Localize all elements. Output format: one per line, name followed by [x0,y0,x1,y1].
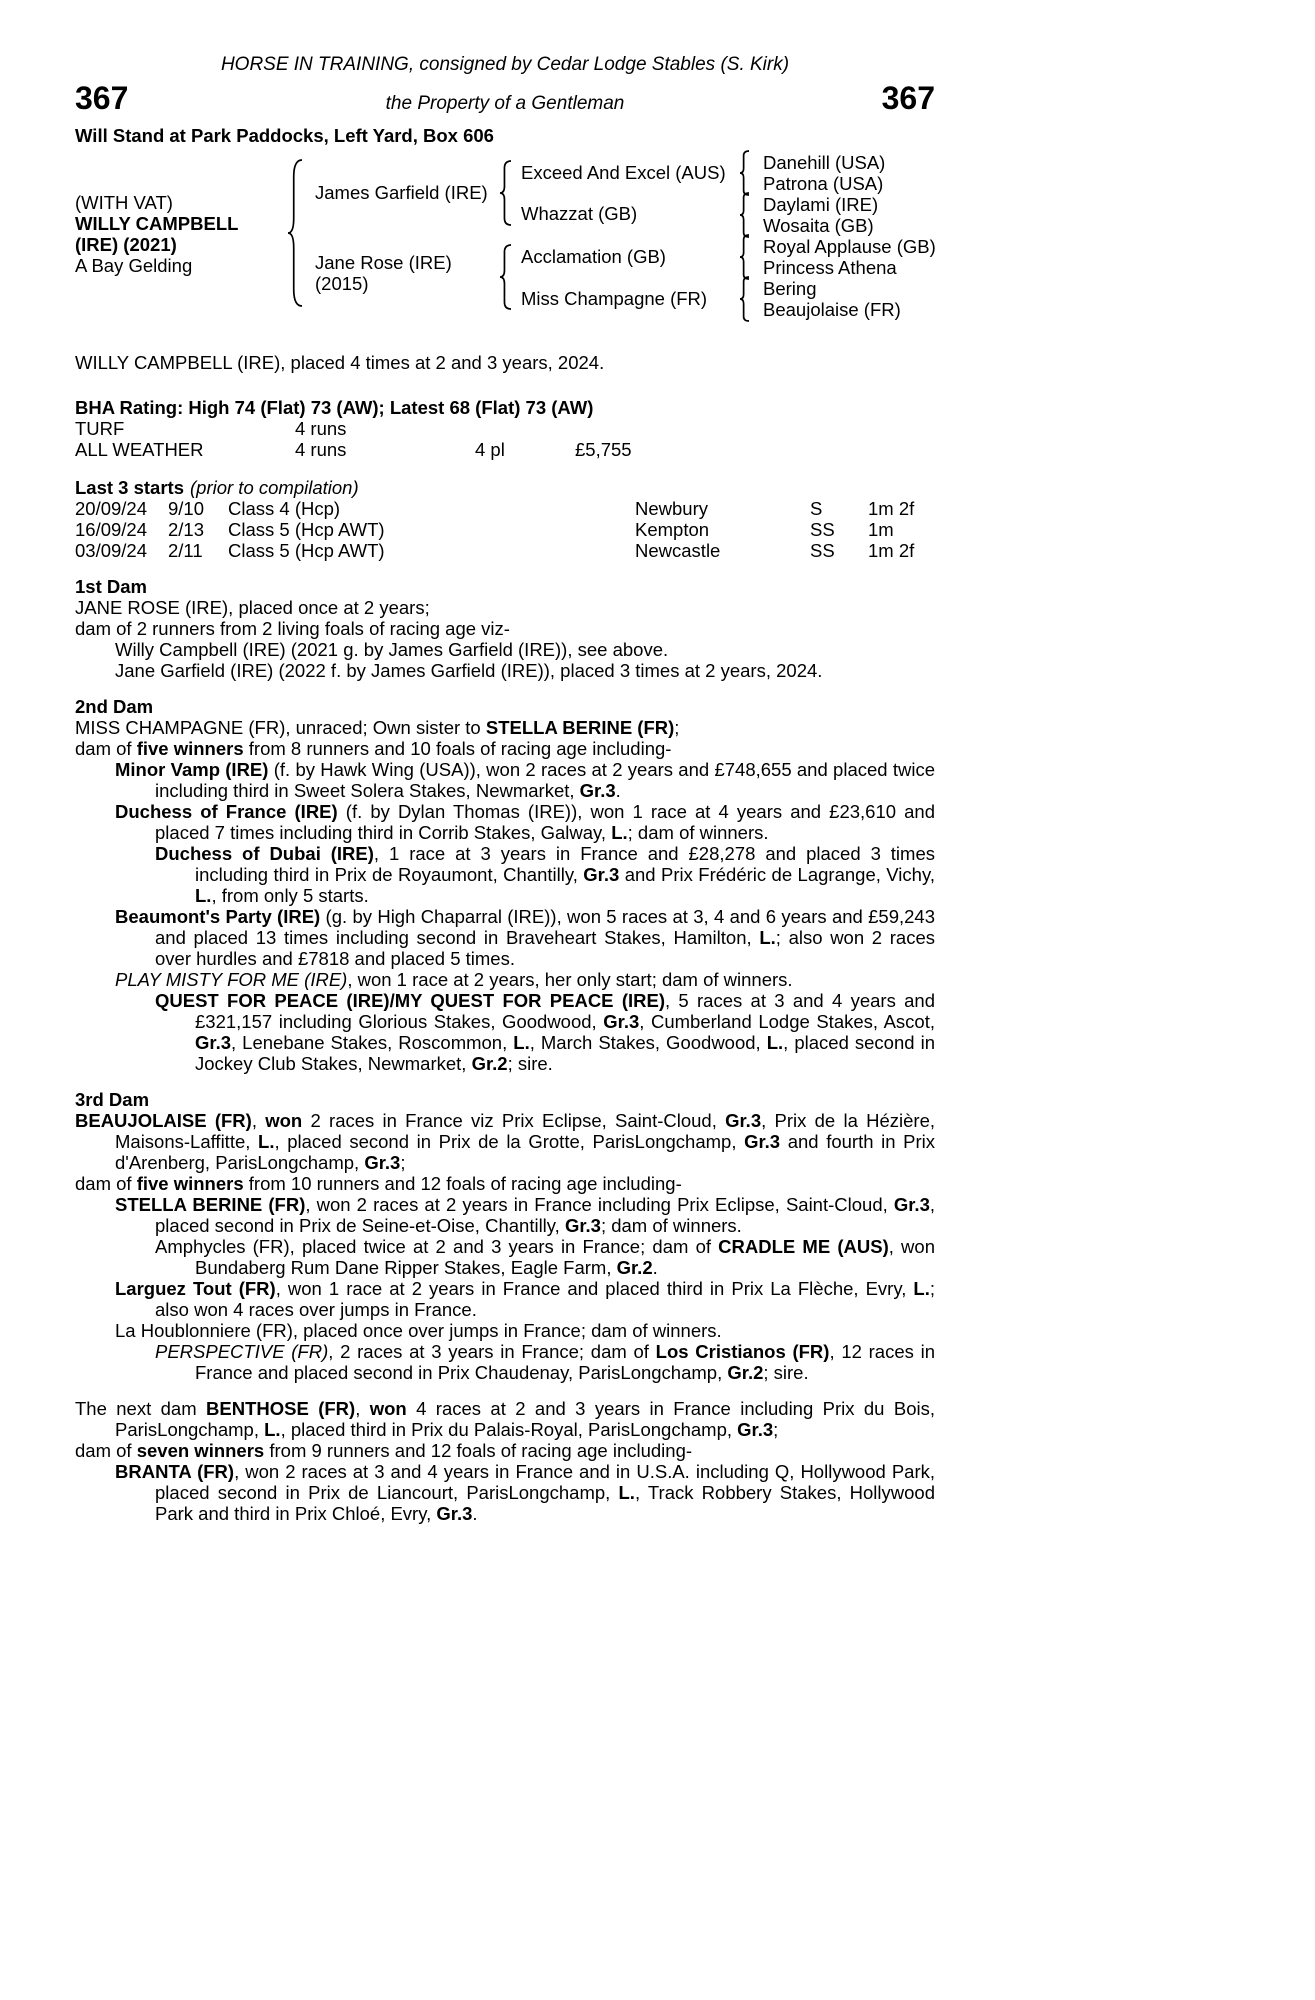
great-grandsire-4: Bering [763,278,817,299]
catalogue-paragraph: The next dam BENTHOSE (FR), won 4 races at 2 and 3 years in France including Prix du Bois, ParisLongchamp, L., placed third in Prix du Palais-Royal, ParisLongchamp, Gr.3; [75,1398,935,1440]
consignor-line: HORSE IN TRAINING, consigned by Cedar Lodge Stables (S. Kirk) [220,54,790,75]
catalogue-paragraph: BRANTA (FR), won 2 races at 3 and 4 years in France and in U.S.A. including Q, Hollywood Park, placed second in Prix de Liancourt, ParisLongchamp, L., Track Robbery Stakes, Hollywood Park and third in Prix Chloé, Evry, Gr.3. [115,1461,936,1524]
great-grandsire-2: Daylami (IRE) [763,194,879,215]
pedigree-brace-gp2 [739,192,750,238]
lot-number-right: 367 [881,80,935,116]
pedigree-brace-dam [499,244,512,310]
sire-dam: Whazzat (GB) [521,203,638,224]
last-starts-note: (prior to compilation) [190,477,359,498]
start-going: SS [810,540,835,561]
sire-sire: Exceed And Excel (AUS) [521,162,726,183]
catalogue-paragraph: JANE ROSE (IRE), placed once at 2 years; [75,597,430,618]
surface-placings: 4 pl [475,439,505,460]
pedigree-brace-gp4 [739,276,750,322]
surface-label: TURF [75,418,125,439]
start-row [75,519,935,540]
horse-description: A Bay Gelding [75,255,193,276]
surface-label: ALL WEATHER [75,439,204,460]
catalogue-paragraph: Willy Campbell (IRE) (2021 g. by James Garfield (IRE)), see above. [115,639,669,660]
property-line: the Property of a Gentleman [385,93,625,114]
catalogue-paragraph: Larguez Tout (FR), won 1 race at 2 years in France and placed third in Prix La Flèche, Evry, L.; also won 4 races over jumps in France. [115,1278,935,1320]
pedigree-brace-sire [499,160,512,226]
surface-row-all-weather [75,439,935,460]
pedigree-section [75,1089,935,1383]
catalogue-paragraph: dam of seven winners from 9 runners and 12 foals of racing age including- [75,1440,693,1461]
surface-earnings: £5,755 [575,439,632,460]
catalogue-paragraph: MISS CHAMPAGNE (FR), unraced; Own sister to STELLA BERINE (FR); [75,717,680,738]
start-distance: 1m 2f [868,540,915,561]
catalogue-paragraph: Amphycles (FR), placed twice at 2 and 3 years in France; dam of CRADLE ME (AUS), won Bundaberg Rum Dane Ripper Stakes, Eagle Farm, Gr.2. [155,1236,935,1278]
start-position: 2/13 [168,519,205,540]
great-granddam-2: Wosaita (GB) [763,215,874,236]
start-race: Class 4 (Hcp) [228,498,341,519]
surface-row-turf [75,418,935,439]
race-summary: WILLY CAMPBELL (IRE), placed 4 times at 2 and 3 years, 2024. [75,352,605,373]
catalogue-paragraph: BEAUJOLAISE (FR), won 2 races in France viz Prix Eclipse, Saint-Cloud, Gr.3, Prix de la Hézière, Maisons-Laffitte, L., placed second in Prix de la Grotte, ParisLongchamp, Gr.3 and fourth in Prix d'Arenberg, ParisLongchamp, Gr.3; [75,1110,935,1173]
pedigree-chart [75,152,935,324]
great-grandsire-1: Danehill (USA) [763,152,886,173]
dam-name: Jane Rose (IRE) [315,252,452,273]
start-row [75,540,935,561]
last-starts-heading [75,477,935,498]
bha-rating-line: BHA Rating: High 74 (Flat) 73 (AW); Latest 68 (Flat) 73 (AW) [75,397,594,418]
pedigree-brace-gp3 [739,234,750,280]
catalogue-paragraph: Duchess of Dubai (IRE), 1 race at 3 years in France and £28,278 and placed 3 times including third in Prix de Royaumont, Chantilly, Gr.3 and Prix Frédéric de Lagrange, Vichy, L., from only 5 starts. [155,843,935,906]
start-course: Kempton [635,519,710,540]
great-granddam-3: Princess Athena [763,257,897,278]
catalogue-page [75,0,935,1524]
catalogue-paragraph: La Houblonniere (FR), placed once over jumps in France; dam of winners. [115,1320,722,1341]
start-distance: 1m [868,519,894,540]
vat-note: (WITH VAT) [75,192,173,213]
surface-runs: 4 runs [295,439,347,460]
pedigree-section [75,576,935,681]
surface-earnings [575,418,935,439]
start-row [75,498,935,519]
horse-suffix: (IRE) (2021) [75,234,177,255]
start-distance: 1m 2f [868,498,915,519]
great-granddam-4: Beaujolaise (FR) [763,299,901,320]
horse-name: WILLY CAMPBELL [75,213,239,234]
surface-runs: 4 runs [295,418,347,439]
start-position: 9/10 [168,498,205,519]
pedigree-brace-gen1 [287,159,303,307]
pedigree-section [75,1398,935,1524]
dam-sire: Acclamation (GB) [521,246,666,267]
start-date: 16/09/24 [75,519,148,540]
stand-location-line: Will Stand at Park Paddocks, Left Yard, Box 606 [75,125,494,146]
catalogue-paragraph: Minor Vamp (IRE) (f. by Hawk Wing (USA)), won 2 races at 2 years and £748,655 and placed twice including third in Sweet Solera Stakes, Newmarket, Gr.3. [115,759,935,801]
start-date: 20/09/24 [75,498,148,519]
surface-placings [475,418,575,439]
catalogue-paragraph: Beaumont's Party (IRE) (g. by High Chaparral (IRE)), won 5 races at 3, 4 and 6 years and £59,243 and placed 13 times including second in Braveheart Stakes, Hamilton, L.; also won 2 races over hurdles and £7818 and placed 5 times. [115,906,936,969]
dam-year: (2015) [315,273,369,294]
catalogue-paragraph: dam of 2 runners from 2 living foals of racing age viz- [75,618,510,639]
catalogue-paragraph: QUEST FOR PEACE (IRE)/MY QUEST FOR PEACE (IRE), 5 races at 3 and 4 years and £321,157 including Glorious Stakes, Goodwood, Gr.3, Cumberland Lodge Stakes, Ascot, Gr.3, Lenebane Stakes, Roscommon, L., March Stakes, Goodwood, L., placed second in Jockey Club Stakes, Newmarket, Gr.2; sire. [155,990,935,1074]
lot-row [75,81,935,115]
start-date: 03/09/24 [75,540,148,561]
dam-heading: 1st Dam [75,576,147,597]
catalogue-paragraph: Jane Garfield (IRE) (2022 f. by James Garfield (IRE)), placed 3 times at 2 years, 2024. [115,660,823,681]
dam-dam: Miss Champagne (FR) [521,288,708,309]
last-starts-title: Last 3 starts [75,477,184,498]
pedigree-brace-gp1 [739,150,750,196]
catalogue-paragraph: Duchess of France (IRE) (f. by Dylan Thomas (IRE)), won 1 race at 4 years and £23,610 and placed 7 times including third in Corrib Stakes, Galway, L.; dam of winners. [115,801,935,843]
catalogue-paragraph: PERSPECTIVE (FR), 2 races at 3 years in France; dam of Los Cristianos (FR), 12 races in France and placed second in Prix Chaudenay, ParisLongchamp, Gr.2; sire. [155,1341,935,1383]
catalogue-paragraph: PLAY MISTY FOR ME (IRE), won 1 race at 2 years, her only start; dam of winners. [115,969,793,990]
start-position: 2/11 [168,540,203,561]
catalogue-paragraph: STELLA BERINE (FR), won 2 races at 2 years in France including Prix Eclipse, Saint-Cloud, Gr.3, placed second in Prix de Seine-et-Oise, Chantilly, Gr.3; dam of winners. [115,1194,935,1236]
dam-heading: 2nd Dam [75,696,154,717]
pedigree-section [75,696,935,1074]
great-grandsire-3: Royal Applause (GB) [763,236,936,257]
dam-sections [75,576,935,1524]
catalogue-paragraph: dam of five winners from 10 runners and 12 foals of racing age including- [75,1173,682,1194]
start-going: S [810,498,823,519]
start-course: Newbury [635,498,708,519]
lot-number-left: 367 [75,80,129,116]
great-granddam-1: Patrona (USA) [763,173,884,194]
start-going: SS [810,519,835,540]
catalogue-paragraph: dam of five winners from 8 runners and 10 foals of racing age including- [75,738,672,759]
start-course: Newcastle [635,540,721,561]
start-race: Class 5 (Hcp AWT) [228,540,385,561]
sire-name: James Garfield (IRE) [315,182,488,203]
dam-heading: 3rd Dam [75,1089,150,1110]
start-race: Class 5 (Hcp AWT) [228,519,385,540]
